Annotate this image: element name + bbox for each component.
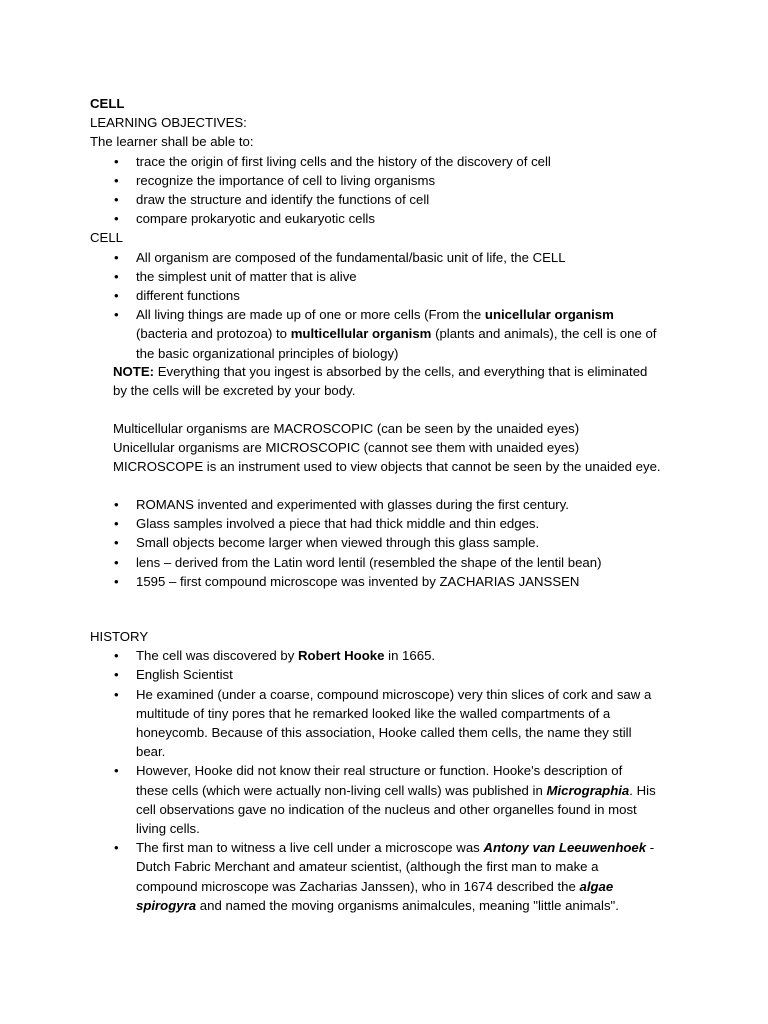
- objectives-intro: The learner shall be able to:: [90, 134, 254, 150]
- bullet-icon: •: [114, 288, 119, 304]
- bullet-icon: •: [114, 268, 119, 284]
- list-item: • the simplest unit of matter that is alive: [90, 267, 656, 286]
- list-item: • The cell was discovered by Robert Hooke in 1665.: [90, 646, 656, 665]
- history-list: [90, 646, 656, 915]
- list-item: • Glass samples involved a piece that had thick middle and thin edges.: [90, 514, 602, 533]
- list-item: • All living things are made up of one or more cells (From the unicellular organism (bacteria and protozoa) to multicellular organism (plants and animals), the cell is one of the basic organizational principles of biology): [114, 307, 657, 361]
- bullet-icon: •: [114, 307, 119, 323]
- microscope-list: [90, 495, 602, 591]
- bullet-icon: •: [114, 763, 119, 779]
- list-item: • compare prokaryotic and eukaryotic cells: [90, 209, 656, 228]
- microscope-points: [90, 495, 602, 591]
- note-section: [113, 362, 647, 381]
- history-heading: HISTORY: [90, 629, 149, 644]
- list-item: • ROMANS invented and experimented with glasses during the first century.: [90, 495, 602, 514]
- document-title: CELL: [90, 96, 125, 111]
- cell-points-list: [90, 248, 656, 363]
- bullet-icon: •: [114, 153, 119, 169]
- list-item: • draw the structure and identify the functions of cell: [90, 190, 656, 209]
- objectives-list: [90, 152, 656, 229]
- bullet-icon: •: [114, 192, 119, 208]
- note-label: NOTE:: [113, 364, 155, 379]
- microscopy-paragraph: [113, 419, 661, 477]
- list-item: • Small objects become larger when viewed through this glass sample.: [90, 533, 602, 552]
- list-item: • The first man to witness a live cell under a microscope was Antony van Leeuwenhoek - Dutch Fabric Merchant and amateur scientist, (although the first man to make a compound microscope was Zacharias Janssen), who in 1674 described the algae spirogyra and named the moving organisms animalcules, meaning "little animals".: [114, 840, 655, 913]
- history-section: [90, 627, 656, 915]
- bullet-icon: •: [114, 172, 119, 188]
- bullet-icon: •: [114, 840, 119, 856]
- term-unicellular: unicellular organism: [484, 307, 614, 323]
- bullet-icon: •: [114, 648, 119, 664]
- bullet-icon: •: [114, 535, 119, 551]
- objectives-section: [90, 94, 656, 363]
- note-continuation: by the cells will be excreted by your body.: [113, 383, 356, 398]
- microscopic-line: Unicellular organisms are MICROSCOPIC (cannot see them with unaided eyes): [113, 440, 580, 456]
- cell-heading: CELL: [90, 230, 123, 246]
- term-algae: algae: [579, 878, 614, 894]
- bullet-icon: •: [114, 249, 119, 265]
- bullet-icon: •: [114, 211, 119, 227]
- list-item: • English Scientist: [90, 665, 656, 684]
- bullet-icon: •: [114, 497, 119, 512]
- list-item: • He examined (under a coarse, compound microscope) very thin slices of cork and saw a multitude of tiny pores that he remarked looked like the walled compartments of a honeycomb. Because of this association, Hooke called them cells, the name they still bear.: [114, 686, 652, 760]
- note-text: Everything that you ingest is absorbed by the cells, and everything that is eliminated: [154, 364, 648, 379]
- macroscopic-line: Multicellular organisms are MACROSCOPIC (can be seen by the unaided eyes): [113, 421, 580, 436]
- bullet-icon: •: [114, 667, 119, 683]
- title-micrographia: Micrographia: [546, 782, 630, 798]
- list-item: • All organism are composed of the fundamental/basic unit of life, the CELL: [90, 248, 656, 267]
- bullet-icon: •: [114, 573, 119, 589]
- name-robert-hooke: Robert Hooke: [298, 648, 385, 664]
- bullet-icon: •: [114, 554, 119, 570]
- term-spirogyra: spirogyra: [136, 897, 197, 913]
- microscope-definition: MICROSCOPE is an instrument used to view objects that cannot be seen by the unaided eye.: [113, 459, 661, 475]
- list-item: • However, Hooke did not know their real structure or function. Hooke's description of these cells (which were actually non-living cell walls) was published in Micrographia. His cell observations gave no indication of the nucleus and other organelles found in most living cells.: [114, 763, 656, 837]
- term-multicellular: multicellular organism: [290, 326, 432, 342]
- list-item: • lens – derived from the Latin word lentil (resembled the shape of the lentil bean): [90, 553, 602, 572]
- bullet-icon: •: [114, 686, 119, 702]
- bullet-icon: •: [114, 516, 119, 532]
- list-item: • trace the origin of first living cells and the history of the discovery of cell: [90, 152, 656, 171]
- name-leeuwenhoek: Antony van Leeuwenhoek: [483, 840, 647, 856]
- list-item: • 1595 – first compound microscope was invented by ZACHARIAS JANSSEN: [90, 572, 602, 591]
- objectives-heading: LEARNING OBJECTIVES:: [90, 115, 247, 131]
- list-item: • different functions: [90, 286, 656, 305]
- list-item: • recognize the importance of cell to living organisms: [90, 171, 656, 190]
